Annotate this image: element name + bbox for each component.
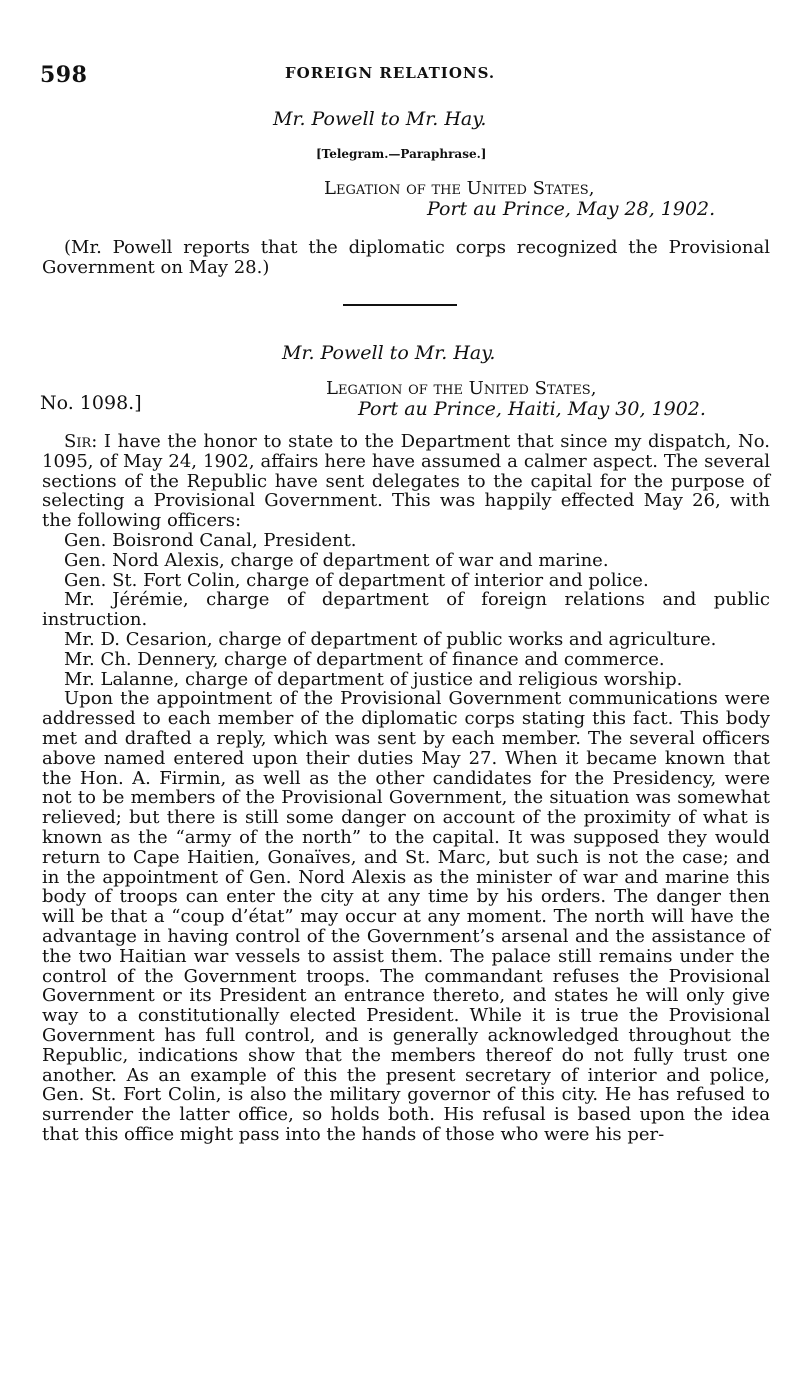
second-letter-title: Mr. Powell to Mr. Hay. (282, 342, 496, 364)
first-letter-legation: Legation of the United States, (324, 178, 595, 199)
officer-item: Mr. Ch. Dennery, charge of department of finance and commerce. (64, 648, 665, 670)
officer-item: Mr. Jérémie, charge of department of foreign relations and public instruction. (42, 589, 770, 631)
page-number: 598 (40, 62, 88, 88)
second-letter-body (42, 432, 770, 1145)
second-letter-legation: Legation of the United States, (326, 378, 597, 399)
officer-item: Gen. Nord Alexis, charge of department of war and marine. (64, 549, 609, 571)
first-letter-paragraph: (Mr. Powell reports that the diplomatic corps recognized the Provisional Government on May 28.) (42, 237, 770, 278)
officer-item: Mr. Lalanne, charge of department of justice and religious worship. (64, 668, 683, 690)
running-head (40, 62, 770, 92)
main-paragraph: Upon the appointment of the Provisional Government communications were addressed to each member of the diplomatic corps stating this fact. This body met and drafted a reply, which was sent by each member. The several officers above named entered upon their duties May 27. When it became known that the Hon. A. Firmin, as well as the other candidates for the Presidency, were not to be members of the Provisional Government, the situation was somewhat relieved; but there is still some danger on account of the proximity of what is known as the “army of the north” to the capital. It was supposed they would return to Cape Haitien, Gonaïves, and St. Marc, but such is not the case; and in the appointment of Gen. Nord Alexis as the minister of war and marine this body of troops can enter the city at any time by his orders. The danger then will be that a “coup d’état” may occur at any moment. The north will have the advantage in having control of the Government’s arsenal and the assistance of the two Haitian war vessels to assist them. The palace still remains under the control of the Government troops. The commandant refuses the Provisional Government or its President an entrance thereto, and states he will only give way to a constitutionally elected President. While it is true the Provisional Government has full control, and is generally acknowledged throughout the Republic, indications show that the members thereof do not fully trust one another. As an example of this the present secretary of interior and police, Gen. St. Fort Colin, is also the military governor of this city. He has refused to surrender the latter office, so holds both. His refusal is based upon the idea that this office might pass into the hands of those who were his per- (42, 688, 770, 1145)
officers-list (42, 531, 770, 689)
running-title: FOREIGN RELATIONS. (285, 64, 496, 82)
telegram-note: [Telegram.—Paraphrase.] (316, 147, 487, 161)
officer-item: Gen. Boisrond Canal, President. (64, 529, 357, 551)
salutation: Sir: (64, 431, 98, 452)
first-letter-place-date: Port au Prince, May 28, 1902. (427, 198, 716, 220)
first-letter-body (42, 238, 770, 278)
officer-item: Mr. D. Cesarion, charge of department of public works and agriculture. (64, 628, 717, 650)
intro-paragraph (42, 432, 770, 531)
second-letter-place-date: Port au Prince, Haiti, May 30, 1902. (358, 398, 706, 420)
first-letter-title: Mr. Powell to Mr. Hay. (273, 108, 487, 130)
section-divider (343, 304, 457, 306)
intro-text: I have the honor to state to the Department that since my dispatch, No. 1095, of May 24, 1902, affairs here have assumed a calmer aspect. The several sections of the Republic have sent delegates to the capital for the purpose of selecting a Provisional Government. This was happily effected May 26, with the following officers: (42, 431, 770, 532)
dispatch-number: No. 1098.] (40, 392, 142, 414)
officer-item: Gen. St. Fort Colin, charge of department of interior and police. (64, 569, 649, 591)
